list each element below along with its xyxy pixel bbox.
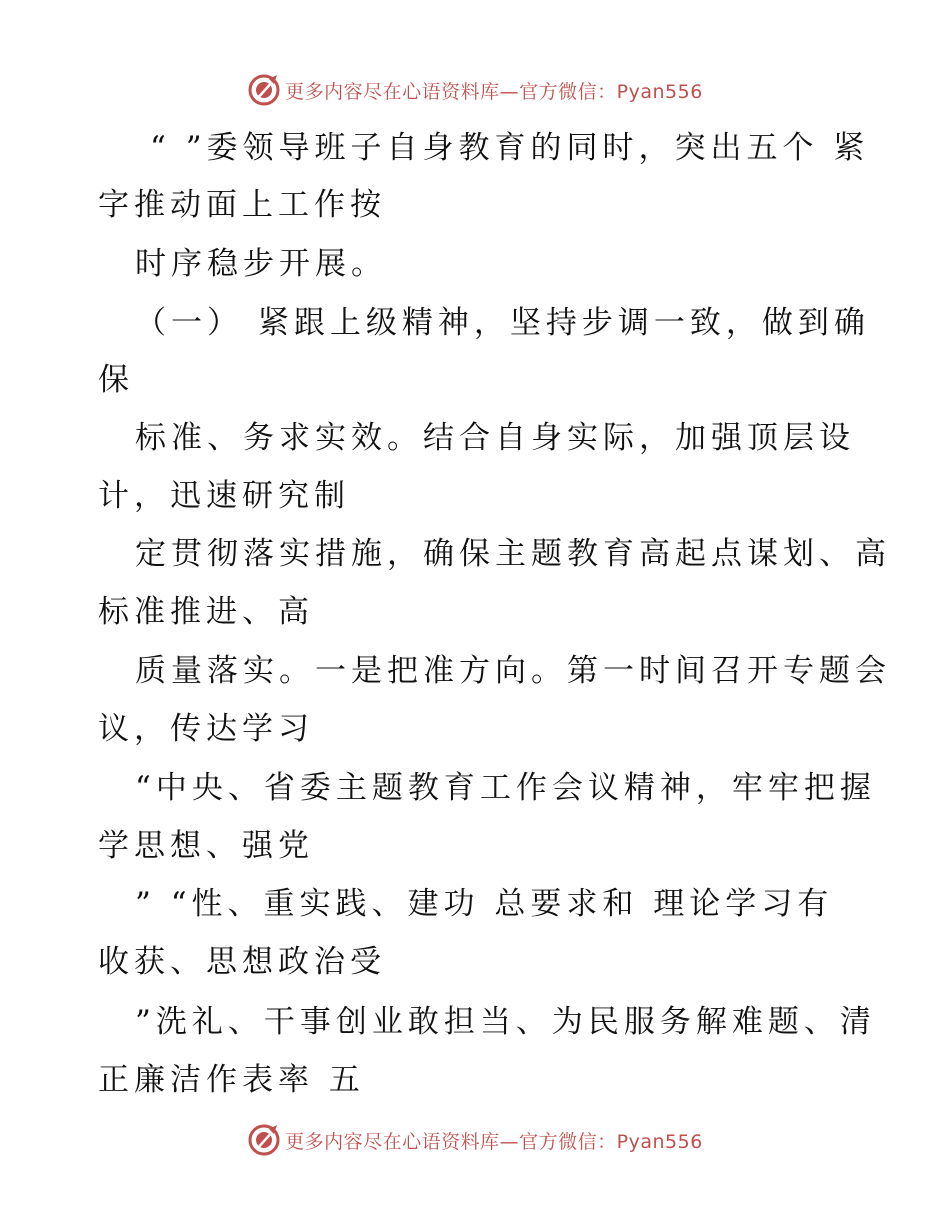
text-line: 标准、务求实效。结合自身实际，加强顶层设 xyxy=(135,420,855,456)
text-line: 议，传达学习 xyxy=(98,711,314,747)
text-line: 时序稳步开展。 xyxy=(135,246,387,282)
text-line: 正廉洁作表率 五 xyxy=(98,1062,365,1098)
text-line: 质量落实。一是把准方向。第一时间召开专题会 xyxy=(135,653,891,689)
text-line: 学思想、强党 xyxy=(98,828,314,864)
watermark-text: 更多内容尽在心语资料库—官方微信：Pyan556 xyxy=(285,80,703,103)
quill-seal-icon xyxy=(247,1123,281,1157)
text-line: ” “性、重实践、建功 总要求和 理论学习有 xyxy=(135,886,834,922)
text-line: （一） 紧跟上级精神，坚持步调一致，做到确 xyxy=(135,305,870,341)
text-line: “ ”委领导班子自身教育的同时，突出五个 紧 xyxy=(150,130,870,166)
watermark-banner-top xyxy=(0,70,950,110)
text-line: 保 xyxy=(98,362,134,398)
text-line: ”洗礼、干事创业敢担当、为民服务解难题、清 xyxy=(135,1004,876,1040)
text-line: “中央、省委主题教育工作会议精神，牢牢把握 xyxy=(135,770,876,806)
watermark-banner-bottom xyxy=(0,1120,950,1160)
text-line: 收获、思想政治受 xyxy=(98,944,386,980)
quill-seal-icon xyxy=(247,73,281,107)
text-line: 计，迅速研究制 xyxy=(98,478,350,514)
watermark-text: 更多内容尽在心语资料库—官方微信：Pyan556 xyxy=(285,1130,703,1153)
text-line: 标准推进、高 xyxy=(98,594,314,630)
text-line: 字推动面上工作按 xyxy=(98,187,386,223)
text-line: 定贯彻落实措施，确保主题教育高起点谋划、高 xyxy=(135,536,891,572)
